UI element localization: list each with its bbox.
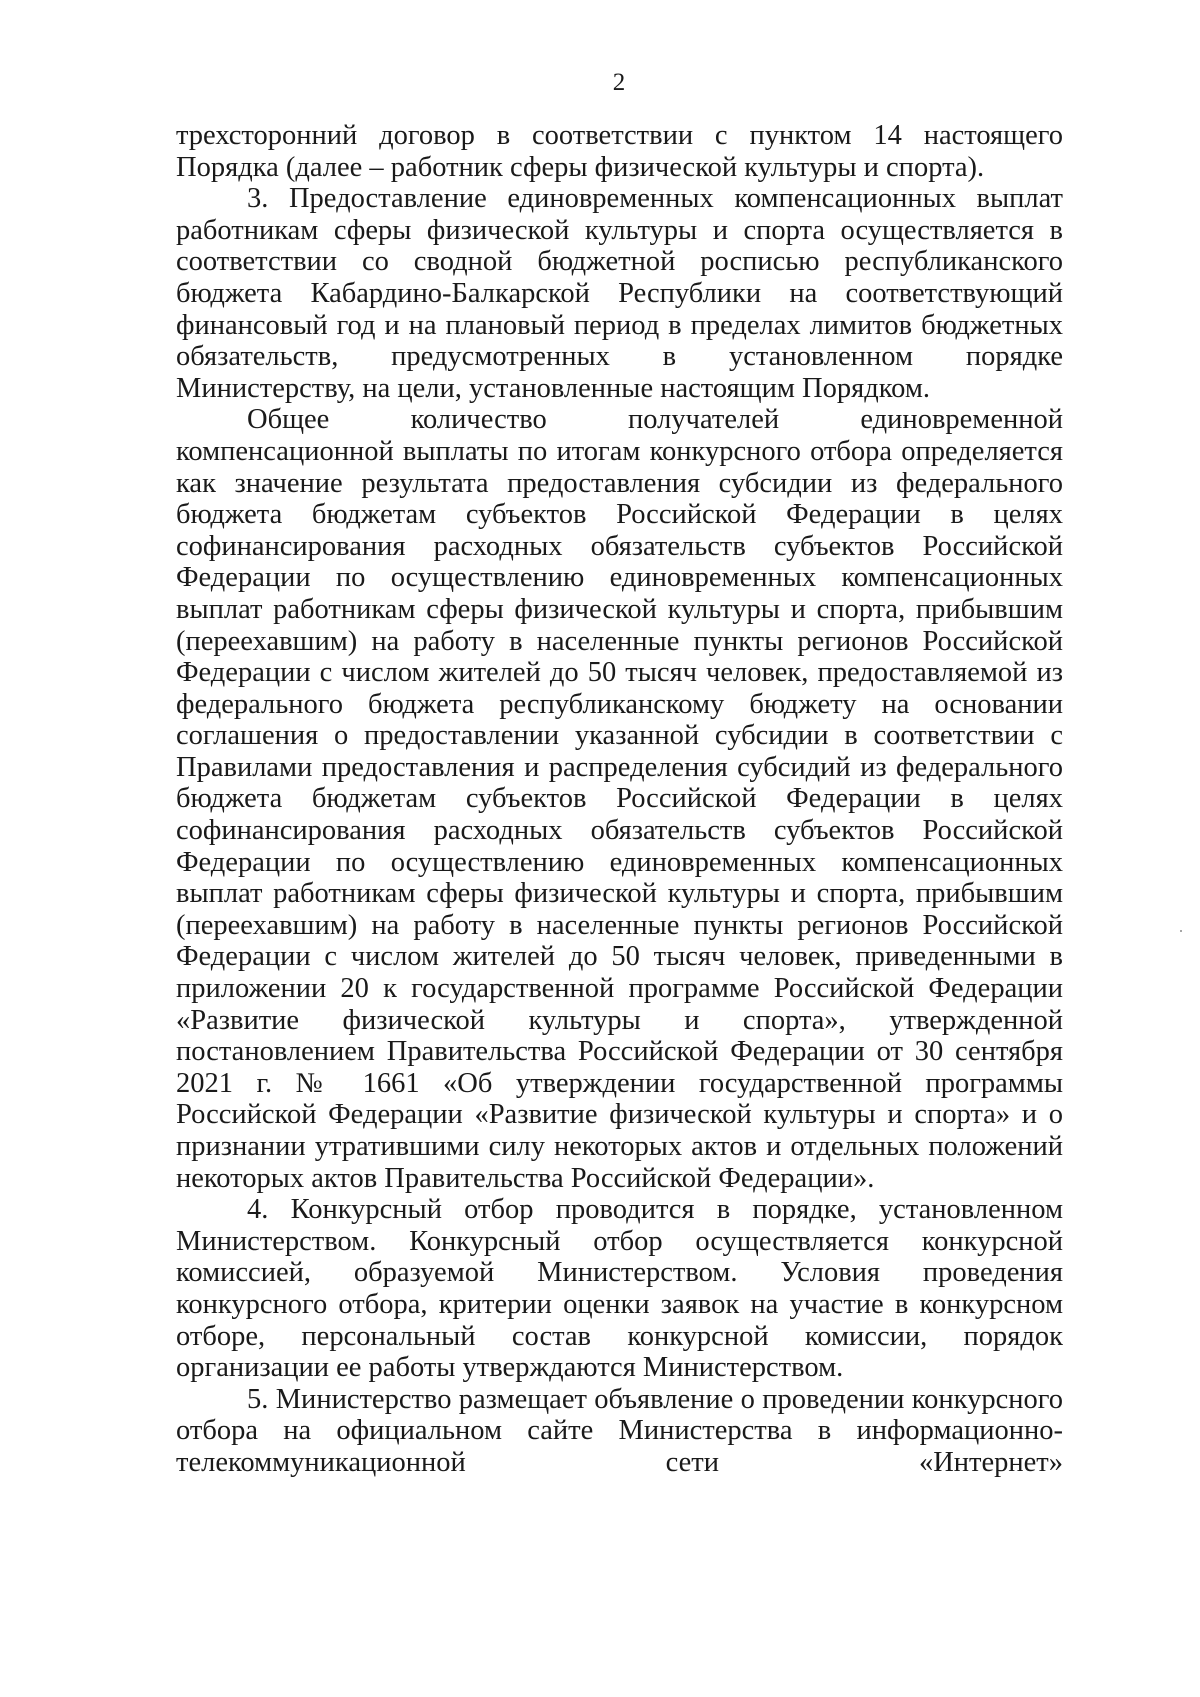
- paragraph-3-continued: Общее количество получателей единовременной компенсационной выплаты по итогам конкурсного отбора определяется как значение результата предоставления субсидии из федерального бюджета бюджетам субъектов Российской Федерации в целях софинансирования расходных обязательств субъектов Российской Федерации по осуществлению единовременных компенсационных выплат работникам сферы физической культуры и спорта, прибывшим (переехавшим) на работу в населенные пункты регионов Российской Федерации с числом жителей до 50 тысяч человек, предоставляемой из федерального бюджета республиканскому бюджету на основании соглашения о предоставлении указанной субсидии в соответствии с Правилами предоставления и распределения субсидий из федерального бюджета бюджетам субъектов Российской Федерации в целях софинансирования расходных обязательств субъектов Российской Федерации по осуществлению единовременных компенсационных выплат работникам сферы физической культуры и спорта, прибывшим (переехавшим) на работу в населенные пункты регионов Российской Федерации с числом жителей до 50 тысяч человек, приведенными в приложении 20 к государственной программе Российской Федерации «Развитие физической культуры и спорта», утвержденной постановлением Правительства Российской Федерации от 30 сентября 2021 г. № 1661 «Об утверждении государственной программы Российской Федерации «Развитие физической культуры и спорта» и о признании утратившими силу некоторых актов и отдельных положений некоторых актов Правительства Российской Федерации».: [176, 404, 1063, 1194]
- paragraph-4: 4. Конкурсный отбор проводится в порядке, установленном Министерством. Конкурсный отбор осуществляется конкурсной комиссией, образуемой Министерством. Условия проведения конкурсного отбора, критерии оценки заявок на участие в конкурсном отборе, персональный состав конкурсной комиссии, порядок организации ее работы утверждаются Министерством.: [176, 1194, 1063, 1384]
- scan-speck: [1180, 930, 1182, 932]
- paragraph-continuation: трехсторонний договор в соответствии с пунктом 14 настоящего Порядка (далее – работник сферы физической культуры и спорта).: [176, 120, 1063, 183]
- paragraph-3: 3. Предоставление единовременных компенсационных выплат работникам сферы физической культуры и спорта осуществляется в соответствии со сводной бюджетной росписью республиканского бюджета Кабардино-Балкарской Республики на соответствующий финансовый год и на плановый период в пределах лимитов бюджетных обязательств, предусмотренных в установленном порядке Министерству, на цели, установленные настоящим Порядком.: [176, 183, 1063, 404]
- document-body: [176, 120, 1063, 1479]
- page-number: 2: [612, 69, 626, 96]
- paragraph-5: 5. Министерство размещает объявление о проведении конкурсного отбора на официальном сайте Министерства в информационно-телекоммуникационной сети «Интернет»: [176, 1383, 1063, 1478]
